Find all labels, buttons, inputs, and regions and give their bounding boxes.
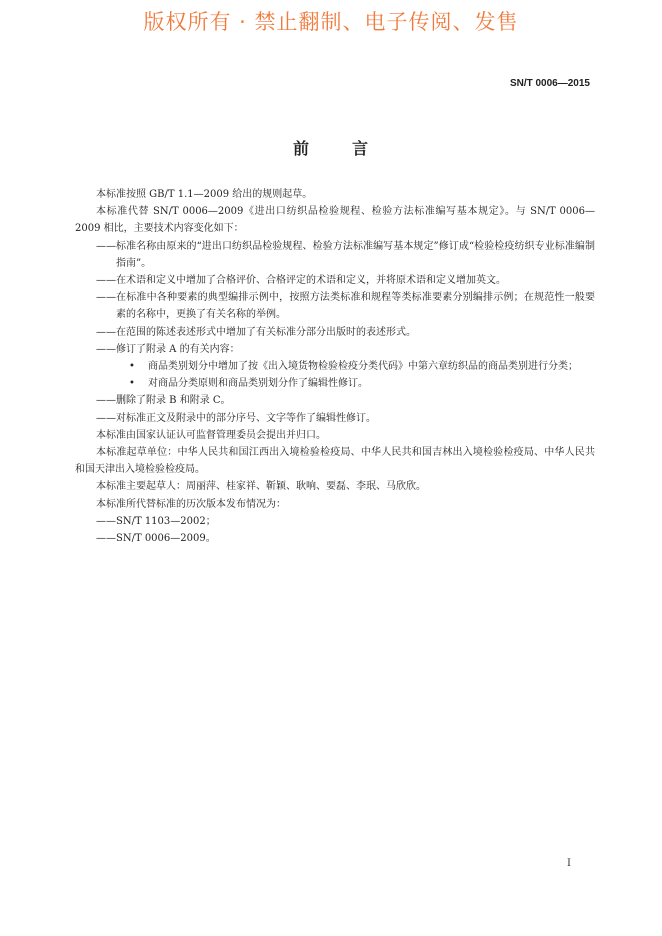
copyright-watermark: 版权所有 · 禁止翻制、电子传阅、发售 (143, 10, 519, 34)
paragraph-drafters: 本标准主要起草人：周丽萍、桂家祥、靳颖、耿响、要磊、李珉、马欣欣。 (96, 481, 426, 493)
change-item-text: 在范围的陈述表述形式中增加了有关标准分部分出版时的表述形式。 (116, 326, 416, 338)
history-item (75, 530, 595, 547)
change-item-text: 在术语和定义中增加了合格评价、合格评定的术语和定义，并将原术语和定义增加英文。 (116, 275, 506, 287)
bullet-marker: • (129, 361, 135, 373)
bullet-item-text: 对商品分类原则和商品类别划分作了编辑性修订。 (148, 378, 368, 390)
change-item (75, 392, 595, 409)
change-item (75, 410, 595, 427)
change-item-text: 对标准正文及附录中的部分序号、文字等作了编辑性修订。 (116, 412, 376, 424)
dash-marker: —— (96, 240, 116, 252)
dash-marker: —— (96, 275, 116, 287)
title-char-2: 言 (352, 139, 370, 158)
foreword-body (75, 186, 595, 547)
change-item (75, 324, 595, 341)
dash-marker: —— (96, 533, 116, 545)
history-item-text: SN/T 1103—2002； (116, 515, 216, 527)
change-item (75, 341, 595, 358)
change-item-text: 标准名称由原来的“进出口纺织品检验规程、检验方法标准编写基本规定”修订成“检验检疫纺织专业标准编制指南”。 (116, 240, 595, 269)
paragraph-drafting-units: 本标准起草单位：中华人民共和国江西出入境检验检疫局、中华人民共和国吉林出入境检验检疫局、中华人民共和国天津出入境检验检疫局。 (75, 447, 595, 476)
change-item-text: 修订了附录 A 的有关内容： (116, 343, 240, 355)
paragraph-proposer: 本标准由国家认证认可监督管理委员会提出并归口。 (96, 429, 326, 441)
bullet-marker: • (129, 378, 135, 390)
history-item (75, 513, 595, 530)
bullet-item-text: 商品类别划分中增加了按《出入境货物检验检疫分类代码》中第六章纺织品的商品类别进行分类； (148, 361, 578, 373)
paragraph-history: 本标准所代替标准的历次版本发布情况为： (96, 498, 286, 510)
change-item (75, 238, 595, 272)
paragraph-drafting-rules: 本标准按照 GB/T 1.1—2009 给出的规则起草。 (96, 189, 313, 200)
standard-code: SN/T 0006—2015 (509, 78, 590, 89)
dash-marker: —— (96, 412, 116, 424)
page-number: I (567, 858, 571, 869)
page-title (0, 136, 662, 159)
dash-marker: —— (96, 343, 116, 355)
history-item-text: SN/T 0006—2009。 (116, 533, 216, 545)
change-item-text: 删除了附录 B 和附录 C。 (116, 395, 231, 407)
paragraph-replacement: 本标准代替 SN/T 0006—2009《进出口纺织品检验规程、检验方法标准编写基本规定》。与 SN/T 0006—2009 相比，主要技术内容变化如下： (75, 206, 595, 235)
change-item (75, 289, 595, 323)
dash-marker: —— (96, 292, 116, 304)
bullet-item (75, 358, 595, 375)
dash-marker: —— (96, 515, 116, 527)
title-char-1: 前 (292, 139, 310, 158)
bullet-item (75, 375, 595, 392)
dash-marker: —— (96, 326, 116, 338)
change-item-text: 在标准中各种要素的典型编排示例中，按照方法类标准和规程等类标准要素分别编排示例；在规范性一般要素的名称中，更换了有关名称的举例。 (116, 292, 595, 321)
change-item (75, 272, 595, 289)
dash-marker: —— (96, 395, 116, 407)
